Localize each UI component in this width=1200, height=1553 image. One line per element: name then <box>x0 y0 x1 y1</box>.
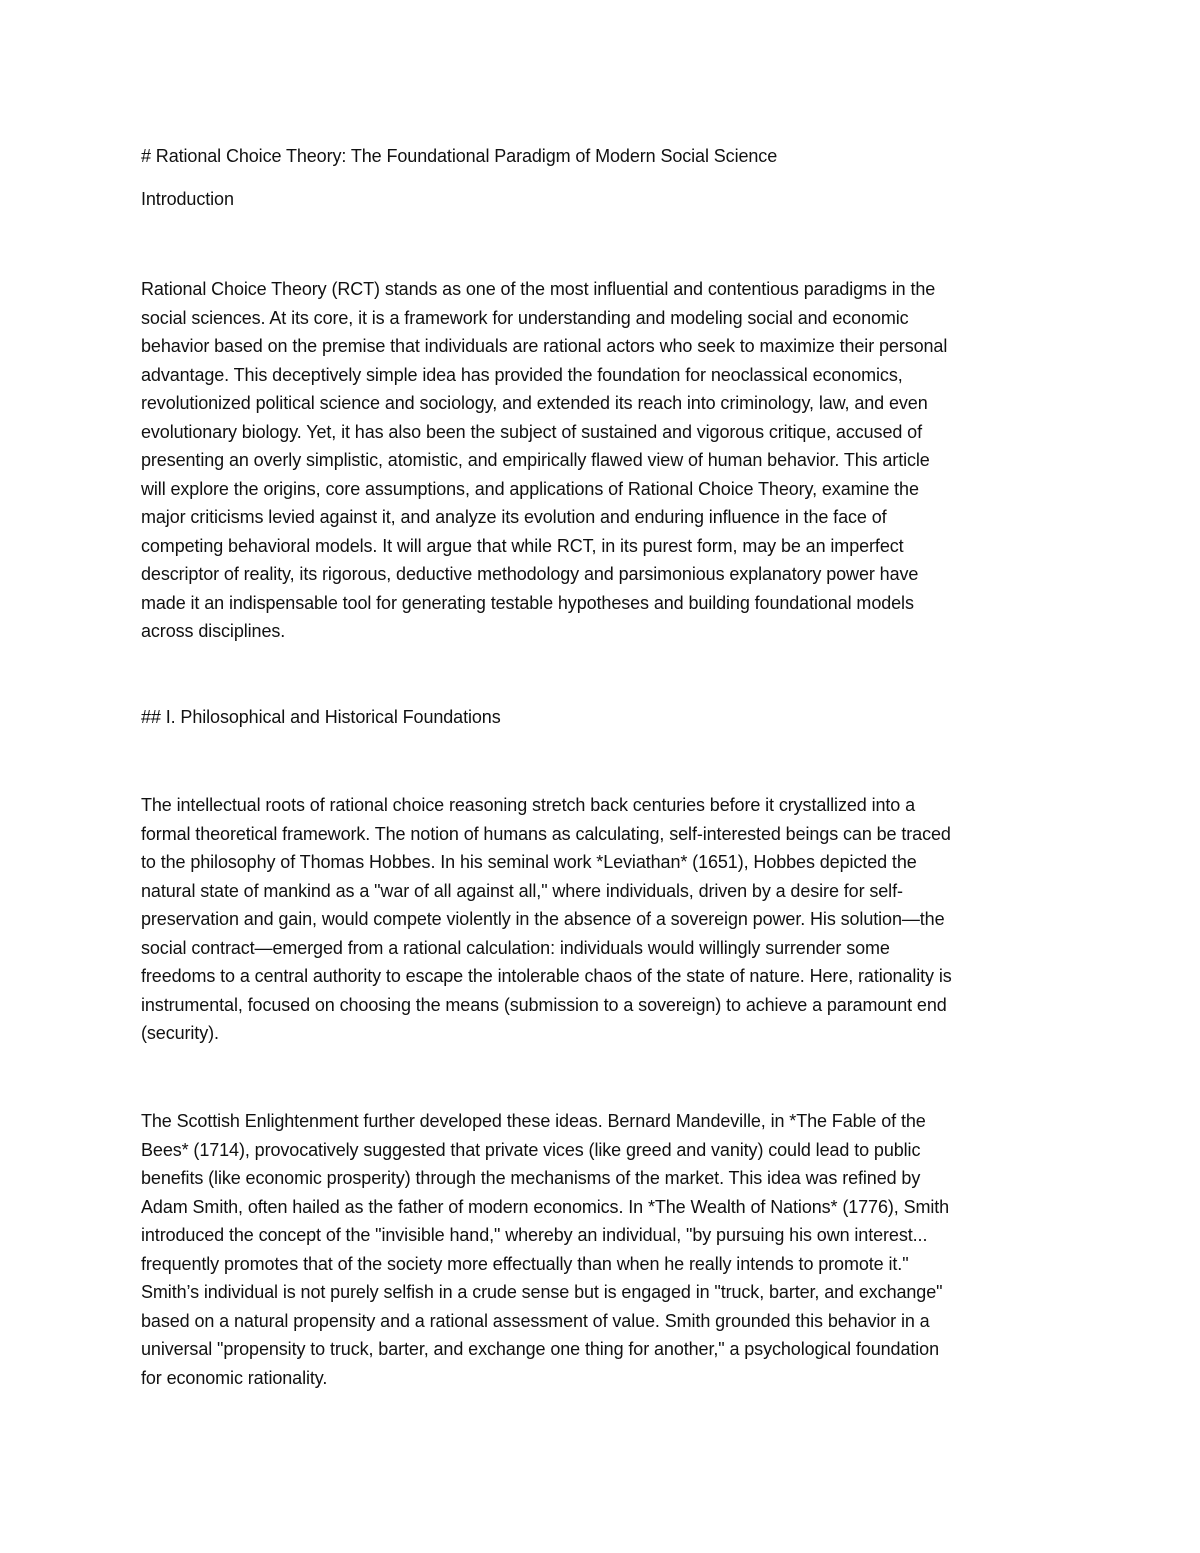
paragraph-line: The Scottish Enlightenment further developed these ideas. Bernard Mandeville, in *The Fable of the <box>141 1111 926 1131</box>
paragraph-line: freedoms to a central authority to escape the intolerable chaos of the state of nature. Here, rationality is <box>141 966 952 986</box>
paragraph-line: based on a natural propensity and a rational assessment of value. Smith grounded this behavior in a <box>141 1310 930 1331</box>
paragraph-line: major criticisms levied against it, and analyze its evolution and enduring influence in the face of <box>141 507 887 527</box>
paragraph-line: Adam Smith, often hailed as the father of modern economics. In *The Wealth of Nations* (1776), Smith <box>141 1196 950 1217</box>
paragraph-line: made it an indispensable tool for generating testable hypotheses and building foundational models <box>141 592 914 613</box>
paragraph-line: benefits (like economic prosperity) through the mechanisms of the market. This idea was refined by <box>141 1168 921 1188</box>
paragraph-line: presenting an overly simplistic, atomistic, and empirically flawed view of human behavior. This article <box>141 450 930 470</box>
paragraph-line: competing behavioral models. It will argue that while RCT, in its purest form, may be an imperfect <box>141 535 904 556</box>
section-paragraph-two <box>141 1107 1066 1392</box>
paragraph-line: universal "propensity to truck, barter, and exchange one thing for another," a psychological foundation <box>141 1339 939 1359</box>
paragraph-line: for economic rationality. <box>141 1367 328 1388</box>
paragraph-line: Smith’s individual is not purely selfish in a crude sense but is engaged in "truck, barter, and exchange" <box>141 1282 943 1302</box>
paragraph-line: will explore the origins, core assumptions, and applications of Rational Choice Theory, examine the <box>141 478 919 499</box>
paragraph-line: frequently promotes that of the society more effectually than when he really intends to promote it." <box>141 1253 909 1274</box>
paragraph-line: formal theoretical framework. The notion of humans as calculating, self-interested beings can be traced <box>141 823 951 844</box>
paragraph-line: social contract—emerged from a rational calculation: individuals would willingly surrender some <box>141 937 890 958</box>
paragraph-line: The intellectual roots of rational choice reasoning stretch back centuries before it crystallized into a <box>141 795 916 815</box>
document-title: # Rational Choice Theory: The Foundational Paradigm of Modern Social Science <box>141 146 778 166</box>
intro-heading: Introduction <box>141 189 234 209</box>
paragraph-line: to the philosophy of Thomas Hobbes. In his seminal work *Leviathan* (1651), Hobbes depicted the <box>141 852 917 872</box>
paragraph-line: advantage. This deceptively simple idea has provided the foundation for neoclassical economics, <box>141 364 903 385</box>
paragraph-line: preservation and gain, would compete violently in the absence of a sovereign power. His solution—the <box>141 909 945 929</box>
intro-paragraph <box>141 275 1066 646</box>
paragraph-line: natural state of mankind as a "war of all against all," where individuals, driven by a desire for self- <box>141 880 903 901</box>
section-heading: ## I. Philosophical and Historical Foundations <box>141 707 501 727</box>
paragraph-line: introduced the concept of the "invisible hand," whereby an individual, "by pursuing his own interest... <box>141 1225 928 1245</box>
paragraph-line: revolutionized political science and sociology, and extended its reach into criminology, law, and even <box>141 393 928 413</box>
paragraph-line: evolutionary biology. Yet, it has also been the subject of sustained and vigorous critique, accused of <box>141 421 922 442</box>
paragraph-line: social sciences. At its core, it is a framework for understanding and modeling social and economic <box>141 307 909 328</box>
paragraph-line: instrumental, focused on choosing the means (submission to a sovereign) to achieve a paramount end <box>141 994 947 1015</box>
paragraph-line: across disciplines. <box>141 621 286 641</box>
paragraph-line: behavior based on the premise that individuals are rational actors who seek to maximize their personal <box>141 336 948 356</box>
section-paragraph-one <box>141 791 1066 1048</box>
paragraph-line: descriptor of reality, its rigorous, deductive methodology and parsimonious explanatory power have <box>141 564 919 584</box>
paragraph-line: Rational Choice Theory (RCT) stands as one of the most influential and contentious paradigms in the <box>141 279 936 299</box>
paragraph-line: (security). <box>141 1023 219 1043</box>
paragraph-line: Bees* (1714), provocatively suggested that private vices (like greed and vanity) could lead to public <box>141 1139 921 1160</box>
